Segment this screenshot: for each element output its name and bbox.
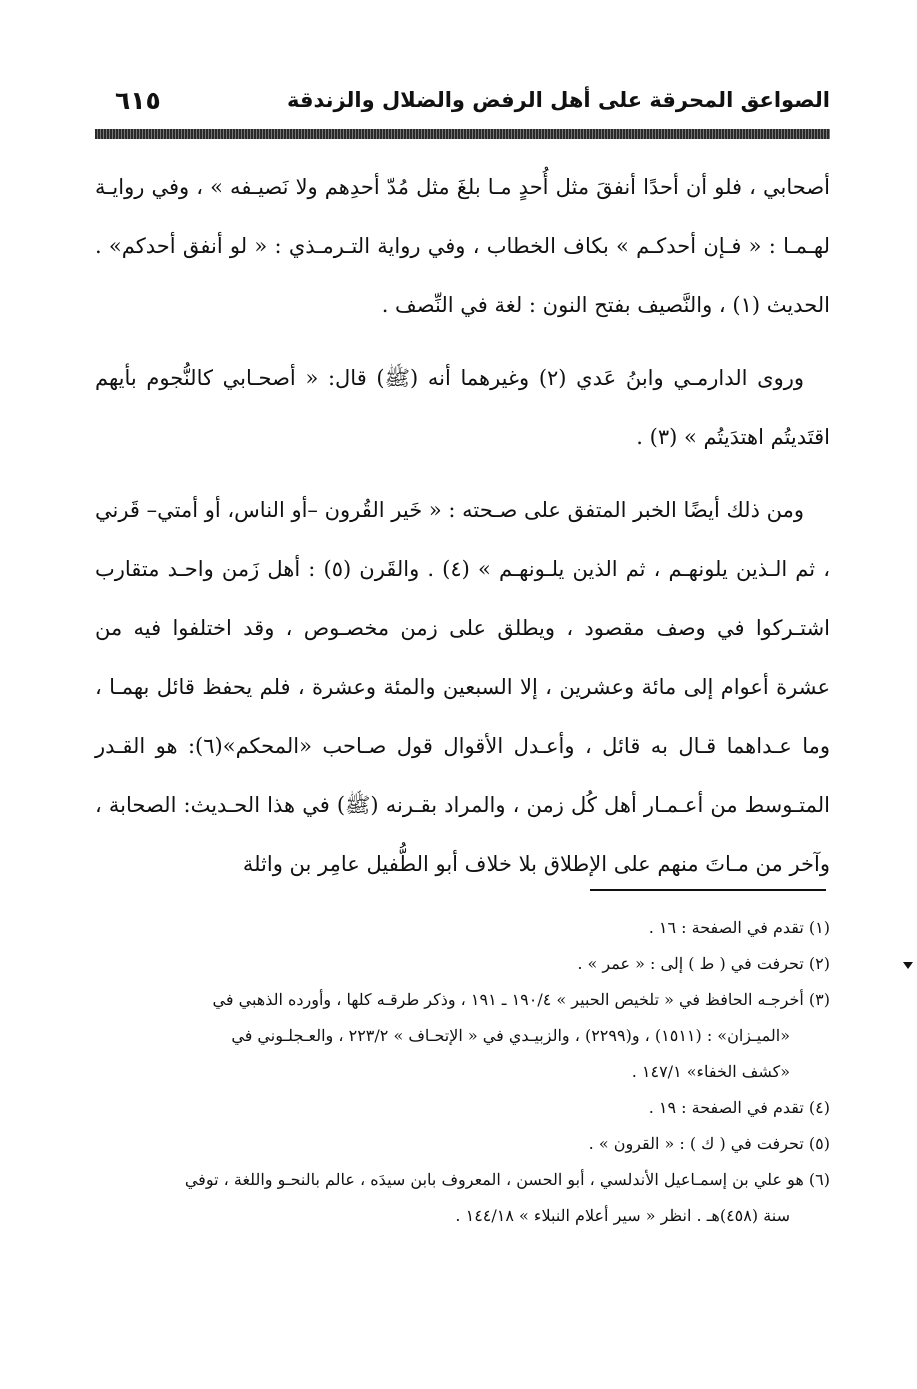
paragraph-1: أصحابي ، فلو أن أحدًا أنفقَ مثل أُحدٍ مـا بلغَ مثل مُدّ أحدِهم ولا نَصيـفه » ، وفي روايـة لهـمـا : « فـإن أحدكـم » بكاف الخطاب ، وفي رواية التـرمـذي : « لو أنفق أحدكم» . الحديث (١) ، والنَّصيف بفتح النون : لغة في النِّصف .: [95, 175, 830, 317]
footnotes: [95, 910, 830, 1234]
footnote-number: (٤): [808, 1098, 830, 1117]
footnote-text: تقدم في الصفحة : ١٩ .: [648, 1098, 804, 1117]
footnote-number: (٣): [808, 990, 830, 1009]
main-text: [95, 158, 830, 908]
footnote-separator: [590, 889, 826, 891]
header-rule: [95, 129, 830, 139]
footnote-number: (١): [808, 918, 830, 937]
footnote-text-continued: سنة (٤٥٨)هـ . انظر « سير أعلام النبلاء » ١٤٤/١٨ .: [455, 1206, 790, 1225]
footnote-3: [95, 982, 830, 1090]
footnote-text-continued: «الميـزان» : (١٥١١) ، و(٢٢٩٩) ، والزبيـدي في « الإتحـاف » ٢٢٣/٢ ، والعـجلـوني في: [231, 1026, 790, 1045]
footnote-text: تحرفت في ( ط ) إلى : « عمر » .: [577, 954, 804, 973]
footnote-number: (٦): [808, 1170, 830, 1189]
footnote-number: (٢): [808, 954, 830, 973]
footnote-text: هو علي بن إسمـاعيل الأندلسي ، أبو الحسن ، المعروف بابن سيدَه ، عالم بالنحـو واللغة ، توفي: [184, 1170, 804, 1189]
running-header: [95, 86, 830, 126]
running-title: الصواعق المحرقة على أهل الرفض والضلال والزندقة: [286, 88, 830, 112]
footnote-number: (٥): [808, 1134, 830, 1153]
footnote-text: تحرفت في ( ك ) : « القرون » .: [588, 1134, 804, 1153]
footnote-2: [95, 946, 830, 982]
footnote-text: أخرجـه الحافظ في « تلخيص الحبير » ١٩٠/٤ ـ ١٩١ ، وذكر طرقـه كلها ، وأورده الذهبي في: [212, 990, 804, 1009]
margin-mark-icon: [903, 962, 913, 969]
paragraph-3: ومن ذلك أيضًا الخبر المتفق على صـحته : « خَير القُرون –أو الناس، أو أمتي– قَرني ، ثم الـذين يلونهـم ، ثم الذين يلـونهـم » (٤) . والقَرن (٥) : أهل زَمن واحـد متقارب اشتـركوا في وصف مقصود ، ويطلق على زمن مخصـوص ، وقد اختلفوا فيه من عشرة أعوام إلى مائة وعشرين ، إلا السبعين والمئة وعشرة ، فلم يحفظ قائل بهمـا ، وما عـداهما قـال به قائل ، وأعـدل الأقوال قول صـاحب «المحكم»(٦): هو القـدر المتـوسط من أعـمـار أهل كُل زمن ، والمراد بقـرنه (ﷺ) في هذا الحـديث: الصحابة ، وآخر من مـاتَ منهم على الإطلاق بلا خلاف أبو الطُّفيل عامِر بن واثلة: [95, 498, 831, 876]
footnote-4: [95, 1090, 830, 1126]
footnote-text-continued: «كشف الخفاء» ١٤٧/١ .: [631, 1062, 790, 1081]
page-number: ٦١٥: [115, 86, 161, 115]
paragraph-2: وروى الدارمـي وابنُ عَدي (٢) وغيرهما أنه (ﷺ) قال: « أصحـابي كالنُّجوم بأيهم اقتَديتُم اهتدَيتُم » (٣) .: [95, 366, 830, 449]
footnote-1: [95, 910, 830, 946]
footnote-5: [95, 1126, 830, 1162]
footnote-text: تقدم في الصفحة : ١٦ .: [648, 918, 804, 937]
footnote-6: [95, 1162, 830, 1234]
